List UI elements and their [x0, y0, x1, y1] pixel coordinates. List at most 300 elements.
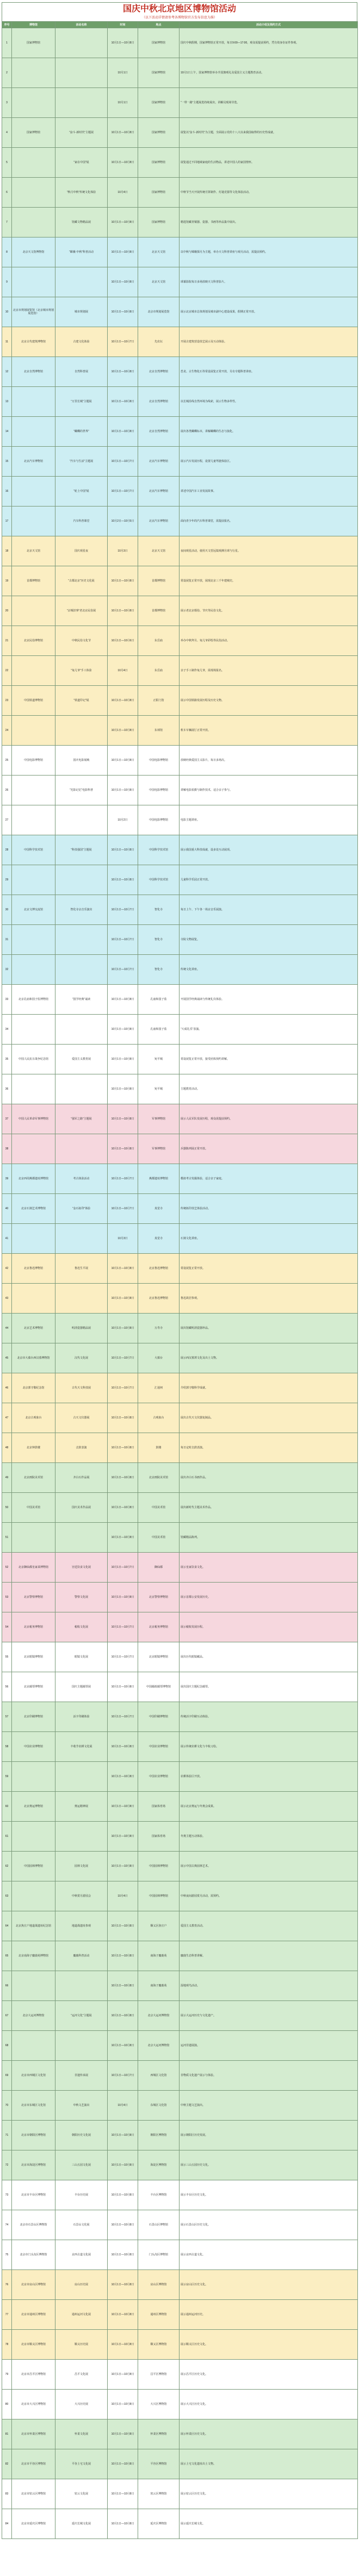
table-row	[2, 1463, 358, 1493]
activity-location: 先农坛	[138, 327, 180, 357]
activity-location: 南海子麋鹿苑	[138, 1941, 180, 1971]
activity-description: 儿童科学乐园正常开放。	[180, 865, 358, 895]
table-row	[2, 2091, 358, 2121]
activity-location: 万寿寺	[138, 1314, 180, 1343]
activity-name: “家在中国”展	[55, 148, 108, 178]
row-number: 69	[2, 2061, 12, 2091]
activity-description: 主题教育活动。	[180, 1074, 358, 1104]
activity-date: 10月1日—10月8日	[108, 1403, 138, 1433]
row-number: 7	[2, 208, 12, 237]
activity-description: 展示北京城市总体规划及城市副中心建设成果，假期正常开放。	[180, 297, 358, 327]
row-number: 43	[2, 1284, 12, 1314]
activity-description: 展示三山五园历史文化。	[180, 2150, 358, 2180]
table-row	[2, 1672, 358, 1702]
table-row	[2, 1224, 358, 1254]
activity-location: 中国农业博物馆	[138, 1732, 180, 1762]
row-number: 28	[2, 835, 12, 865]
activity-name: “京城旧事”老北京民俗展	[55, 596, 108, 626]
activity-location: 门头沟区博物馆	[138, 2240, 180, 2270]
activity-date: 10月1日—10月7日	[108, 447, 138, 477]
activity-description: 展示大兴区历史文化。	[180, 2390, 358, 2419]
museum-name: 中国电影博物馆	[12, 746, 55, 776]
row-number: 19	[2, 566, 12, 596]
activity-description: 亲子手工制作兔儿爷，需现场报名。	[180, 656, 358, 686]
table-row	[2, 2210, 358, 2240]
activity-name: “万里长城”主题展	[55, 387, 108, 417]
activity-date: 10月1日—10月7日	[108, 2061, 138, 2091]
activity-description: 展示汽车发展历程，设置儿童驾驶体验区。	[180, 447, 358, 477]
row-number: 56	[2, 1672, 12, 1702]
table-row	[2, 1881, 358, 1911]
activity-name: 顺义历史展	[55, 2330, 108, 2360]
museum-name: 北京市房山区博物馆	[12, 2270, 55, 2300]
museum-name: 北京古观象台	[12, 1403, 55, 1433]
table-row	[2, 1373, 358, 1403]
row-number: 22	[2, 656, 12, 686]
activity-name: 园林文化展	[55, 1852, 108, 1881]
row-number: 73	[2, 2180, 12, 2210]
museum-name: 中国铁道博物馆	[12, 686, 55, 716]
activity-name: 丰台历史展	[55, 2180, 108, 2210]
museum-name: 北京眼镜博物馆	[12, 1642, 55, 1672]
activity-date: 10月1日—10月8日	[108, 2031, 138, 2061]
museum-name: 北京古代建筑博物馆	[12, 327, 55, 357]
row-number: 47	[2, 1403, 12, 1433]
row-number: 54	[2, 1612, 12, 1642]
table-row	[2, 2001, 358, 2031]
activity-description: 展示皇家饮食文化。	[180, 1553, 358, 1583]
museum-name: 北京天文馆博物馆	[12, 237, 55, 267]
activity-name: 奥运精神展	[55, 1792, 108, 1822]
activity-description: 球幕影院每日多场放映天文科普影片。	[180, 267, 358, 297]
activity-date: 10月1日—10月8日	[108, 2390, 138, 2419]
column-header-description: 活动介绍及预约方式	[180, 22, 358, 28]
row-number: 14	[2, 417, 12, 447]
activity-date: 10月1日—10月8日	[108, 985, 138, 1015]
activity-location: 北京自然博物馆	[138, 387, 180, 417]
activity-name: 齐白石作品展	[55, 1463, 108, 1493]
museum-name	[12, 178, 55, 208]
row-number: 59	[2, 1762, 12, 1792]
table-row	[2, 1074, 358, 1104]
activity-description: 展示顺义区历史文化。	[180, 2330, 358, 2360]
activity-description: 介绍郭守敬科学成就。	[180, 1373, 358, 1403]
activity-description: 展示北京奥运与冬奥会成果。	[180, 1792, 358, 1822]
activity-location: 国家博物馆	[138, 88, 180, 118]
activity-location: 国家体育场	[138, 1822, 180, 1852]
activity-date: 10月1日—10月8日	[108, 1074, 138, 1104]
activity-date: 10月1日—10月8日	[108, 1911, 138, 1941]
row-number: 65	[2, 1941, 12, 1971]
activity-date: 10月1日—10月8日	[108, 1672, 138, 1702]
table-row	[2, 58, 358, 88]
row-number: 48	[2, 1433, 12, 1463]
row-number: 20	[2, 596, 12, 626]
museum-name: 北京市平谷区博物馆	[12, 2449, 55, 2479]
museum-name	[12, 1015, 55, 1045]
activity-location: 中国电影博物馆	[138, 746, 180, 776]
museum-name: 首都博物馆	[12, 566, 55, 596]
table-row	[2, 1164, 358, 1194]
activity-date: 10月1日—10月8日	[108, 1852, 138, 1881]
activity-name: 明清瓷器精品展	[55, 1314, 108, 1343]
activity-location: 真觉寺	[138, 1194, 180, 1224]
activity-name: 三山五园文化展	[55, 2150, 108, 2180]
museum-name: 北京市朝阳区博物馆	[12, 2121, 55, 2150]
museum-name: 北京西周燕都遗址博物馆	[12, 1164, 55, 1194]
activity-name: 通州运河文化展	[55, 2300, 108, 2330]
table-row	[2, 2031, 358, 2061]
table-row	[2, 925, 358, 955]
activity-description: 展示中国古典园林艺术。	[180, 1852, 358, 1881]
activity-description: 开展国学经典诵读与传统礼仪体验。	[180, 985, 358, 1015]
row-number: 24	[2, 716, 12, 746]
activity-description: 展示延庆长城文化。	[180, 2509, 358, 2539]
activity-date: 10月1日—10月8日	[108, 148, 138, 178]
museum-name: 北京郭守敬纪念馆	[12, 1373, 55, 1403]
activity-description: 讲解电影拍摄与制作技术，适合亲子参与。	[180, 776, 358, 805]
activity-location: 大兴区博物馆	[138, 2390, 180, 2419]
activity-description: 展示朝阳区历史发展。	[180, 2121, 358, 2150]
activity-location: 中国电影博物馆	[138, 805, 180, 835]
table-row	[2, 746, 358, 776]
table-row	[2, 1612, 358, 1642]
activity-name: 馆藏文物精品展	[55, 208, 108, 237]
activity-name: 昌平文化展	[55, 2360, 108, 2390]
row-number: 35	[2, 1045, 12, 1074]
activity-location: 怀柔区博物馆	[138, 2419, 180, 2449]
activity-location: 正阳门馆	[138, 686, 180, 716]
table-row	[2, 387, 358, 417]
table-row	[2, 1045, 358, 1074]
row-number: 77	[2, 2300, 12, 2330]
activity-location: 汇通祠	[138, 1373, 180, 1403]
row-number: 57	[2, 1702, 12, 1732]
activity-description: 每日上午、下午各一场京音乐展演。	[180, 895, 358, 925]
row-number: 60	[2, 1792, 12, 1822]
activity-name: 古建文化体验	[55, 327, 108, 357]
table-row	[2, 1284, 358, 1314]
activity-name: 朝阳历史文化展	[55, 2121, 108, 2150]
activity-name: 非遗传承展	[55, 2061, 108, 2091]
row-number: 75	[2, 2240, 12, 2270]
activity-date: 10月1日—10月7日	[108, 1194, 138, 1224]
activity-date: 10月1日—10月8日	[108, 387, 138, 417]
activity-name	[55, 28, 108, 58]
activity-date: 10月1日—10月8日	[108, 1762, 138, 1792]
row-number: 40	[2, 1194, 12, 1224]
row-number: 11	[2, 327, 12, 357]
activity-name: 中秋赏月游园会	[55, 1881, 108, 1911]
table-row	[2, 1583, 358, 1612]
museum-name: 中国人民抗日战争纪念馆	[12, 1045, 55, 1074]
activity-description: 放映经典爱国主义影片，每日多场次。	[180, 746, 358, 776]
activity-description: 中秋节当天开展传统月饼制作、灯谜竞猜等文化体验活动。	[180, 178, 358, 208]
activity-name	[55, 1284, 108, 1314]
museum-name: 北京孔庙和国子监博物馆	[12, 985, 55, 1015]
activity-name: 中秋文艺演出	[55, 2091, 108, 2121]
activity-date: 10月1日—10月8日	[108, 746, 138, 776]
museum-name	[12, 596, 55, 626]
museum-name	[12, 1971, 55, 2001]
activity-location: 中国邮政邮票博物馆	[138, 1672, 180, 1702]
activity-name: 汽车科普课堂	[55, 507, 108, 536]
activity-description: 展示丰台区历史文化。	[180, 2180, 358, 2210]
row-number: 61	[2, 1822, 12, 1852]
activity-name: 密云文化展	[55, 2479, 108, 2509]
activity-date: 10月1日—10月8日	[108, 237, 138, 267]
activity-date: 10月4日	[108, 2091, 138, 2121]
table-row	[2, 1134, 358, 1164]
activity-location: 大葆台	[138, 1343, 180, 1373]
activity-date: 10月1日—10月7日	[108, 1343, 138, 1373]
activity-location: 顺义区焦庄户	[138, 1911, 180, 1941]
activity-description: 传统拓印技艺体验活动。	[180, 1194, 358, 1224]
table-row	[2, 148, 358, 178]
museum-name: 北京市丰台区博物馆	[12, 2180, 55, 2210]
museum-name: 北京汽车博物馆	[12, 447, 55, 477]
activity-date: 10月1日—10月8日	[108, 2449, 138, 2479]
activity-description: 展示通州运河历史。	[180, 2300, 358, 2330]
activity-name: 地道战遗址参观	[55, 1911, 108, 1941]
table-row	[2, 1314, 358, 1343]
activity-description: 中秋主题文艺演出。	[180, 2091, 358, 2121]
activity-date: 10月1日—10月7日	[108, 895, 138, 925]
row-number: 71	[2, 2121, 12, 2150]
activity-date: 10月1日—10月8日	[108, 1792, 138, 1822]
activity-description: 常设展览正常开放，展现北京三千年建城史。	[180, 566, 358, 596]
museum-name: 中国人民革命军事博物馆	[12, 1104, 55, 1134]
table-row	[2, 1015, 358, 1045]
museum-name: 北京警察博物馆	[12, 1583, 55, 1612]
activity-name: 怀柔文化展	[55, 2419, 108, 2449]
row-number: 50	[2, 1493, 12, 1523]
table-row	[2, 2509, 358, 2539]
row-number: 67	[2, 2001, 12, 2031]
activity-location: 北京大运河博物馆	[138, 2001, 180, 2031]
table-row	[2, 536, 358, 566]
activity-description: 中秋夜间游园赏月活动，需预约。	[180, 1881, 358, 1911]
activity-description: 冬奥主题互动体验。	[180, 1822, 358, 1852]
table-row	[2, 1822, 358, 1852]
activity-date: 10月1日—10月8日	[108, 417, 138, 447]
activity-date: 10月1日—10月8日	[108, 267, 138, 297]
table-row	[2, 1642, 358, 1672]
activity-description: 鲁迅故居参观。	[180, 1284, 358, 1314]
row-number: 49	[2, 1463, 12, 1493]
activity-description: 常设展览正常开放。	[180, 1254, 358, 1284]
table-row	[2, 2121, 358, 2150]
activity-date: 10月1日—10月8日	[108, 2180, 138, 2210]
activity-description: 以长城沿线自然环境为线索，展示生物多样性。	[180, 387, 358, 417]
table-row	[2, 327, 358, 357]
museum-name: 北京市延庆区博物馆	[12, 2509, 55, 2539]
activity-name: 中秋民俗文化节	[55, 626, 108, 656]
row-number: 45	[2, 1343, 12, 1373]
activity-description: 10月1日上午，国家博物馆举办升国旗观礼及爱国主义主题教育活动。	[180, 58, 358, 88]
activity-date: 10月3日	[108, 1224, 138, 1254]
museum-name	[12, 1134, 55, 1164]
museum-name: 国家博物馆	[12, 118, 55, 148]
row-number: 31	[2, 925, 12, 955]
activity-location: 首都博物馆	[138, 596, 180, 626]
row-number: 4	[2, 118, 12, 148]
table-row	[2, 985, 358, 1015]
activity-date: 10月1日—10月7日	[108, 1553, 138, 1583]
table-row	[2, 28, 358, 58]
row-number: 70	[2, 2091, 12, 2121]
row-number: 23	[2, 686, 12, 716]
activity-description: 爱国主义教育活动。	[180, 1911, 358, 1941]
activity-name	[55, 1015, 108, 1045]
activity-location: 顺义区博物馆	[138, 2330, 180, 2360]
activity-description: 展出古代天文仪器复制品。	[180, 1403, 358, 1433]
row-number: 29	[2, 865, 12, 895]
activity-location: 古观象台	[138, 1403, 180, 1433]
museum-name	[12, 1224, 55, 1254]
activity-date: 10月1日	[108, 88, 138, 118]
museum-name: 北京市海淀区博物馆	[12, 2150, 55, 2180]
activity-location: 东岳庙	[138, 656, 180, 686]
activity-date: 10月1日—10月7日	[108, 1373, 138, 1403]
activity-location: 延庆区博物馆	[138, 2509, 180, 2539]
row-number: 38	[2, 1134, 12, 1164]
activity-description: 模拟考古发掘体验，适合亲子家庭。	[180, 1164, 358, 1194]
museum-name: 北京大运河博物馆	[12, 2001, 55, 2031]
activity-location: 燕都遗址博物馆	[138, 1164, 180, 1194]
table-row	[2, 1732, 358, 1762]
activity-location: 智化寺	[138, 895, 180, 925]
museum-name: 中国科学技术馆	[12, 835, 55, 865]
row-number: 63	[2, 1881, 12, 1911]
activity-date: 10月1日—10月8日	[108, 1971, 138, 2001]
activity-date: 10月4日	[108, 178, 138, 208]
row-number: 52	[2, 1553, 12, 1583]
museum-name: 北京邮票博物馆	[12, 1672, 55, 1702]
activity-description: 夜间观星活动，使用天文望远镜观测月球与行星。	[180, 536, 358, 566]
activity-description: 机车车辆展厅正常开放。	[180, 716, 358, 746]
activity-name	[55, 955, 108, 985]
table-row	[2, 237, 358, 267]
activity-location: 孔庙和国子监	[138, 985, 180, 1015]
museum-name: 北京市西城区文化馆	[12, 2061, 55, 2091]
row-number: 79	[2, 2360, 12, 2390]
activity-name: “古都北京”历史文化展	[55, 566, 108, 596]
activity-name: 眼镜文化展	[55, 1642, 108, 1672]
activity-date: 10月1日—10月8日	[108, 1463, 138, 1493]
activity-date: 10月1日—10月8日	[108, 596, 138, 626]
activity-date: 10月1日—10月7日	[108, 477, 138, 507]
table-row	[2, 1104, 358, 1134]
row-number: 16	[2, 477, 12, 507]
activity-location: 东郊馆	[138, 716, 180, 746]
activity-description: 寺院文物展览。	[180, 925, 358, 955]
museum-name: 北京市密云区博物馆	[12, 2479, 55, 2509]
activity-date: 10月1日—10月8日	[108, 835, 138, 865]
row-number: 27	[2, 805, 12, 835]
activity-name: 石景山文化展	[55, 2210, 108, 2240]
table-row	[2, 1194, 358, 1224]
activity-location: 中国美术馆	[138, 1523, 180, 1553]
activity-location: 西城区文化馆	[138, 2061, 180, 2091]
activity-date: 10月1日—10月8日	[108, 2509, 138, 2539]
activity-date: 10月1日—10月8日	[108, 776, 138, 805]
museum-name: 北京文博交流馆	[12, 895, 55, 925]
row-number: 66	[2, 1971, 12, 2001]
activity-name: 京西古道文化展	[55, 2240, 108, 2270]
activity-description: 展出齐白石书画作品。	[180, 1463, 358, 1493]
museum-name	[12, 955, 55, 985]
activity-location: 北京大运河博物馆	[138, 2031, 180, 2061]
row-number: 82	[2, 2449, 12, 2479]
activity-date: 10月1日—10月8日	[108, 1045, 138, 1074]
table-row	[2, 895, 358, 925]
table-row	[2, 417, 358, 447]
table-row	[2, 208, 358, 237]
activity-date: 10月1日—10月8日	[108, 865, 138, 895]
activity-name: 汉代文化展	[55, 1343, 108, 1373]
table-row	[2, 1343, 358, 1373]
row-number: 58	[2, 1732, 12, 1762]
activity-name: “嫦娥·中秋”科普活动	[55, 237, 108, 267]
activity-name: 国庆美术作品展	[55, 1493, 108, 1523]
activity-location: 东城区文化馆	[138, 2091, 180, 2121]
activity-location: 北京天文馆	[138, 267, 180, 297]
activity-name: 麋鹿科普活动	[55, 1941, 108, 1971]
museum-name: 北京市规划展览馆（北京城市规划展览馆）	[12, 297, 55, 327]
activity-description: 展出新时代主题美术作品。	[180, 1493, 358, 1523]
museum-name	[12, 925, 55, 955]
activity-name	[55, 1134, 108, 1164]
activity-date: 10月1日—10月7日	[108, 925, 138, 955]
activity-location: 北京汽车博物馆	[138, 507, 180, 536]
museum-name: 北京市大葆台西汉墓博物馆	[12, 1343, 55, 1373]
row-number: 21	[2, 626, 12, 656]
activity-location: 国家博物馆	[138, 178, 180, 208]
activity-description: 传统文化讲座。	[180, 955, 358, 985]
activity-name: “科技强国”主题展	[55, 835, 108, 865]
activity-name	[55, 58, 108, 88]
row-number: 84	[2, 2509, 12, 2539]
activity-name: 考古体验活动	[55, 1164, 108, 1194]
activity-description: 展示大运河历史与文化遗产。	[180, 2001, 358, 2031]
activity-date: 10月1日—10月8日	[108, 1134, 138, 1164]
activity-description: 展览通过不同地域家庭的生活物品，讲述中国人的家国情怀。	[180, 148, 358, 178]
row-number: 30	[2, 895, 12, 925]
museum-name	[12, 477, 55, 507]
table-row	[2, 955, 358, 985]
activity-date: 10月4日	[108, 1881, 138, 1911]
activity-date: 10月1日—10月8日	[108, 686, 138, 716]
column-header-name: 活动名称	[55, 22, 108, 28]
row-number: 76	[2, 2270, 12, 2300]
activity-location: 国家博物馆	[138, 118, 180, 148]
row-number: 55	[2, 1642, 12, 1672]
table-row	[2, 686, 358, 716]
museum-name	[12, 805, 55, 835]
museum-name: 中国美术馆	[12, 1493, 55, 1523]
row-number: 62	[2, 1852, 12, 1881]
table-row	[2, 2300, 358, 2330]
table-row	[2, 1553, 358, 1583]
museum-name: 北京奥运博物馆	[12, 1792, 55, 1822]
activity-description: 展示西汉墓葬文化及出土文物。	[180, 1343, 358, 1373]
activity-name: 宫廷饮食文化展	[55, 1553, 108, 1583]
museum-name: 中国农业博物馆	[12, 1732, 55, 1762]
activity-description: 每日定时击鼓表演。	[180, 1433, 358, 1463]
activity-date: 10月1日—10月8日	[108, 1433, 138, 1463]
events-table	[2, 21, 358, 2539]
